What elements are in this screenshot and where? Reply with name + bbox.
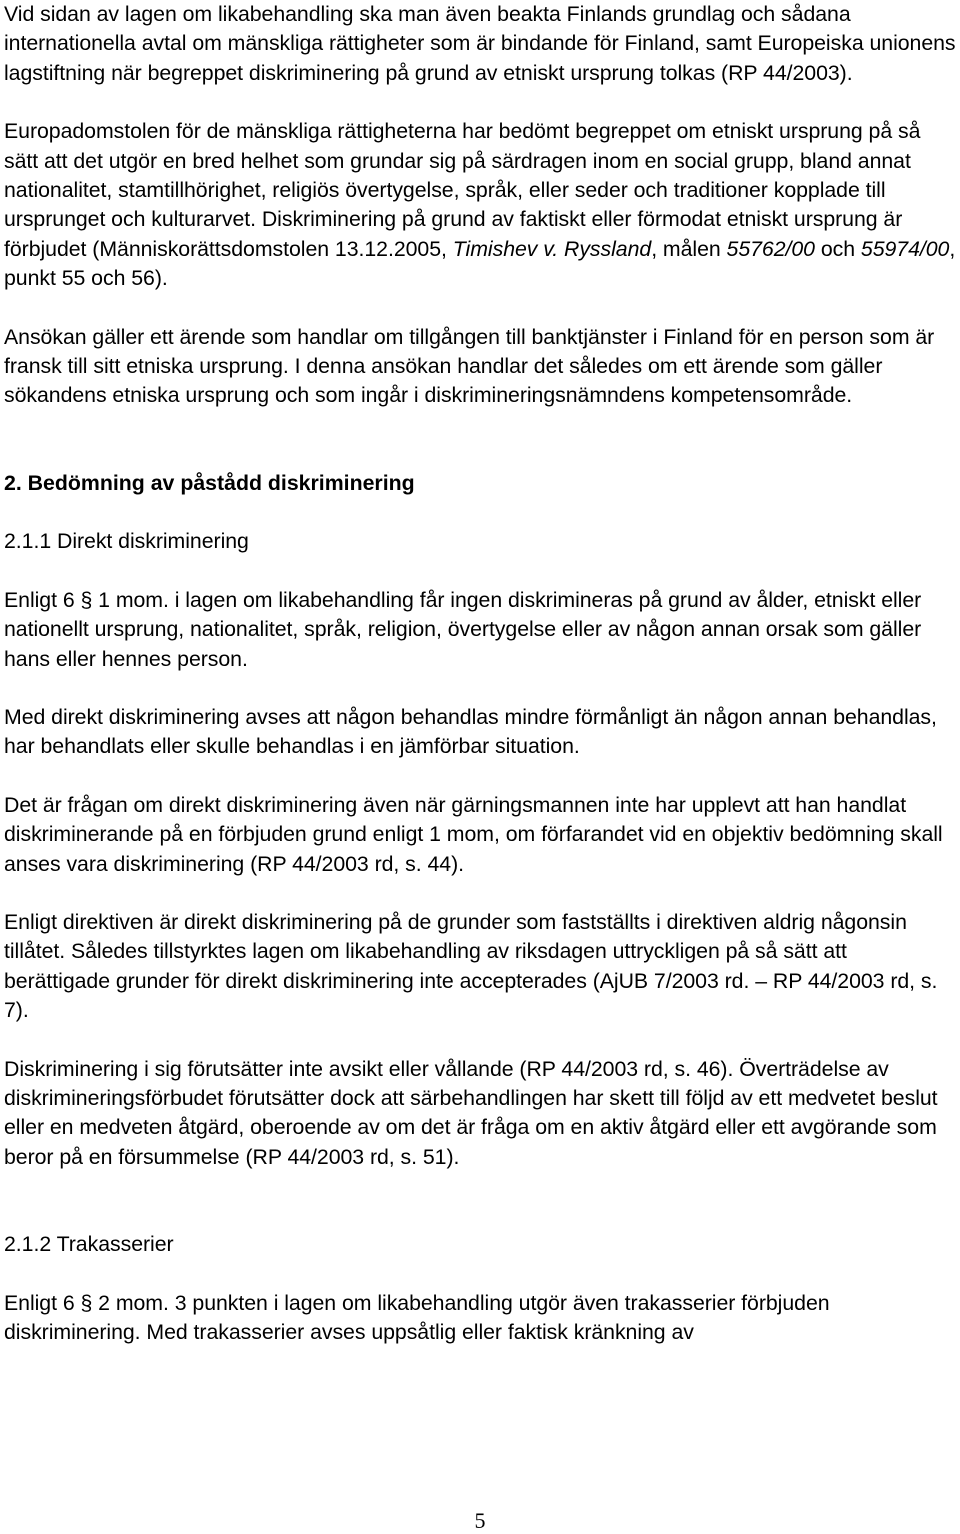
paragraph-european-court (4, 117, 956, 293)
paragraph-section-6-2: Enligt 6 § 2 mom. 3 punkten i lagen om likabehandling utgör även trakasserier förbjuden diskriminering. Med trakasserier avses uppsåtlig eller faktisk kränkning av (4, 1290, 830, 1344)
paragraph-application: Ansökan gäller ett ärende som handlar om tillgången till banktjänster i Finland för en person som är fransk till sitt etniska ursprung. I denna ansökan handlar det således om ett ärende som gäller sökandens etniska ursprung och som ingår i diskrimineringsnämndens kompetensområde. (4, 324, 935, 408)
paragraph-directives: Enligt direktiven är direkt diskriminering på de grunder som fastställts i direktiven aldrig någonsin tillåtet. Således tillstyrktes lagen om likabehandling av riksdagen uttryckligen på så sätt att berättigade grunder för direkt diskriminering inte accepterades (AjUB 7/2003 rd. – RP 44/2003 rd, s. 7). (4, 909, 938, 1023)
paragraph-legal-context: Vid sidan av lagen om likabehandling ska man även beakta Finlands grundlag och sådana internationella avtal om mänskliga rättigheter som är bindande för Finland, samt Europeiska unionens lagstiftning när begreppet diskriminering på grund av etniskt ursprung tolkas (RP 44/2003). (4, 2, 956, 85)
paragraph-european-court-text-4: , punkt 55 och 56). (4, 236, 956, 291)
case-name: Timishev v. Ryssland (452, 236, 652, 261)
document-page (4, 0, 956, 1347)
paragraph-european-court-text-3: och (814, 236, 861, 261)
paragraph-section-6-1: Enligt 6 § 1 mom. i lagen om likabehandling får ingen diskrimineras på grund av ålder, etniskt eller nationellt ursprung, nationalitet, språk, religion, övertygelse eller av någon annan orsak som gäller hans eller hennes person. (4, 587, 922, 671)
case-number-1: 55762/00 (726, 236, 815, 261)
paragraph-perpetrator: Det är frågan om direkt diskriminering även när gärningsmannen inte har upplevt att han handlat diskriminerande på en förbjuden grund enligt 1 mom, om förfarandet vid en objektiv bedömning skall anses vara diskriminering (RP 44/2003 rd, s. 44). (4, 792, 943, 876)
section-heading-assessment: 2. Bedömning av påstådd diskriminering (4, 470, 415, 495)
paragraph-european-court-text: Europadomstolen för de mänskliga rättigheterna har bedömt begreppet om etniskt ursprung på så sätt att det utgör en bred helhet som grundar sig på särdragen inom en social grupp, bland annat nationalitet, stamtillhörighet, religiös övertygelse, språk, eller seder och traditioner kopplade till ursprunget och kulturarvet. Diskriminering på grund av faktiskt eller förmodat etniskt ursprung är förbjudet (Människorättsdomstolen 13.12.2005, (4, 119, 921, 261)
subsection-heading-direct-discrimination: 2.1.1 Direkt diskriminering (4, 529, 249, 554)
subsection-heading-harassment: 2.1.2 Trakasserier (4, 1232, 174, 1257)
paragraph-direct-definition: Med direkt diskriminering avses att någon behandlas mindre förmånligt än någon annan behandlas, har behandlats eller skulle behandlas i en jämförbar situation. (4, 704, 937, 759)
page-number: 5 (474, 1508, 486, 1533)
paragraph-intent: Diskriminering i sig förutsätter inte avsikt eller vållande (RP 44/2003 rd, s. 46). Överträdelse av diskrimineringsförbudet förutsätter dock att särbehandlingen har skett till följd av ett medvetet beslut eller en medveten åtgärd, oberoende av om det är fråga om en aktiv åtgärd eller ett avgörande som beror på en försummelse (RP 44/2003 rd, s. 51). (4, 1056, 938, 1169)
paragraph-european-court-text-2: , målen (651, 236, 727, 261)
case-number-2: 55974/00 (860, 236, 950, 261)
